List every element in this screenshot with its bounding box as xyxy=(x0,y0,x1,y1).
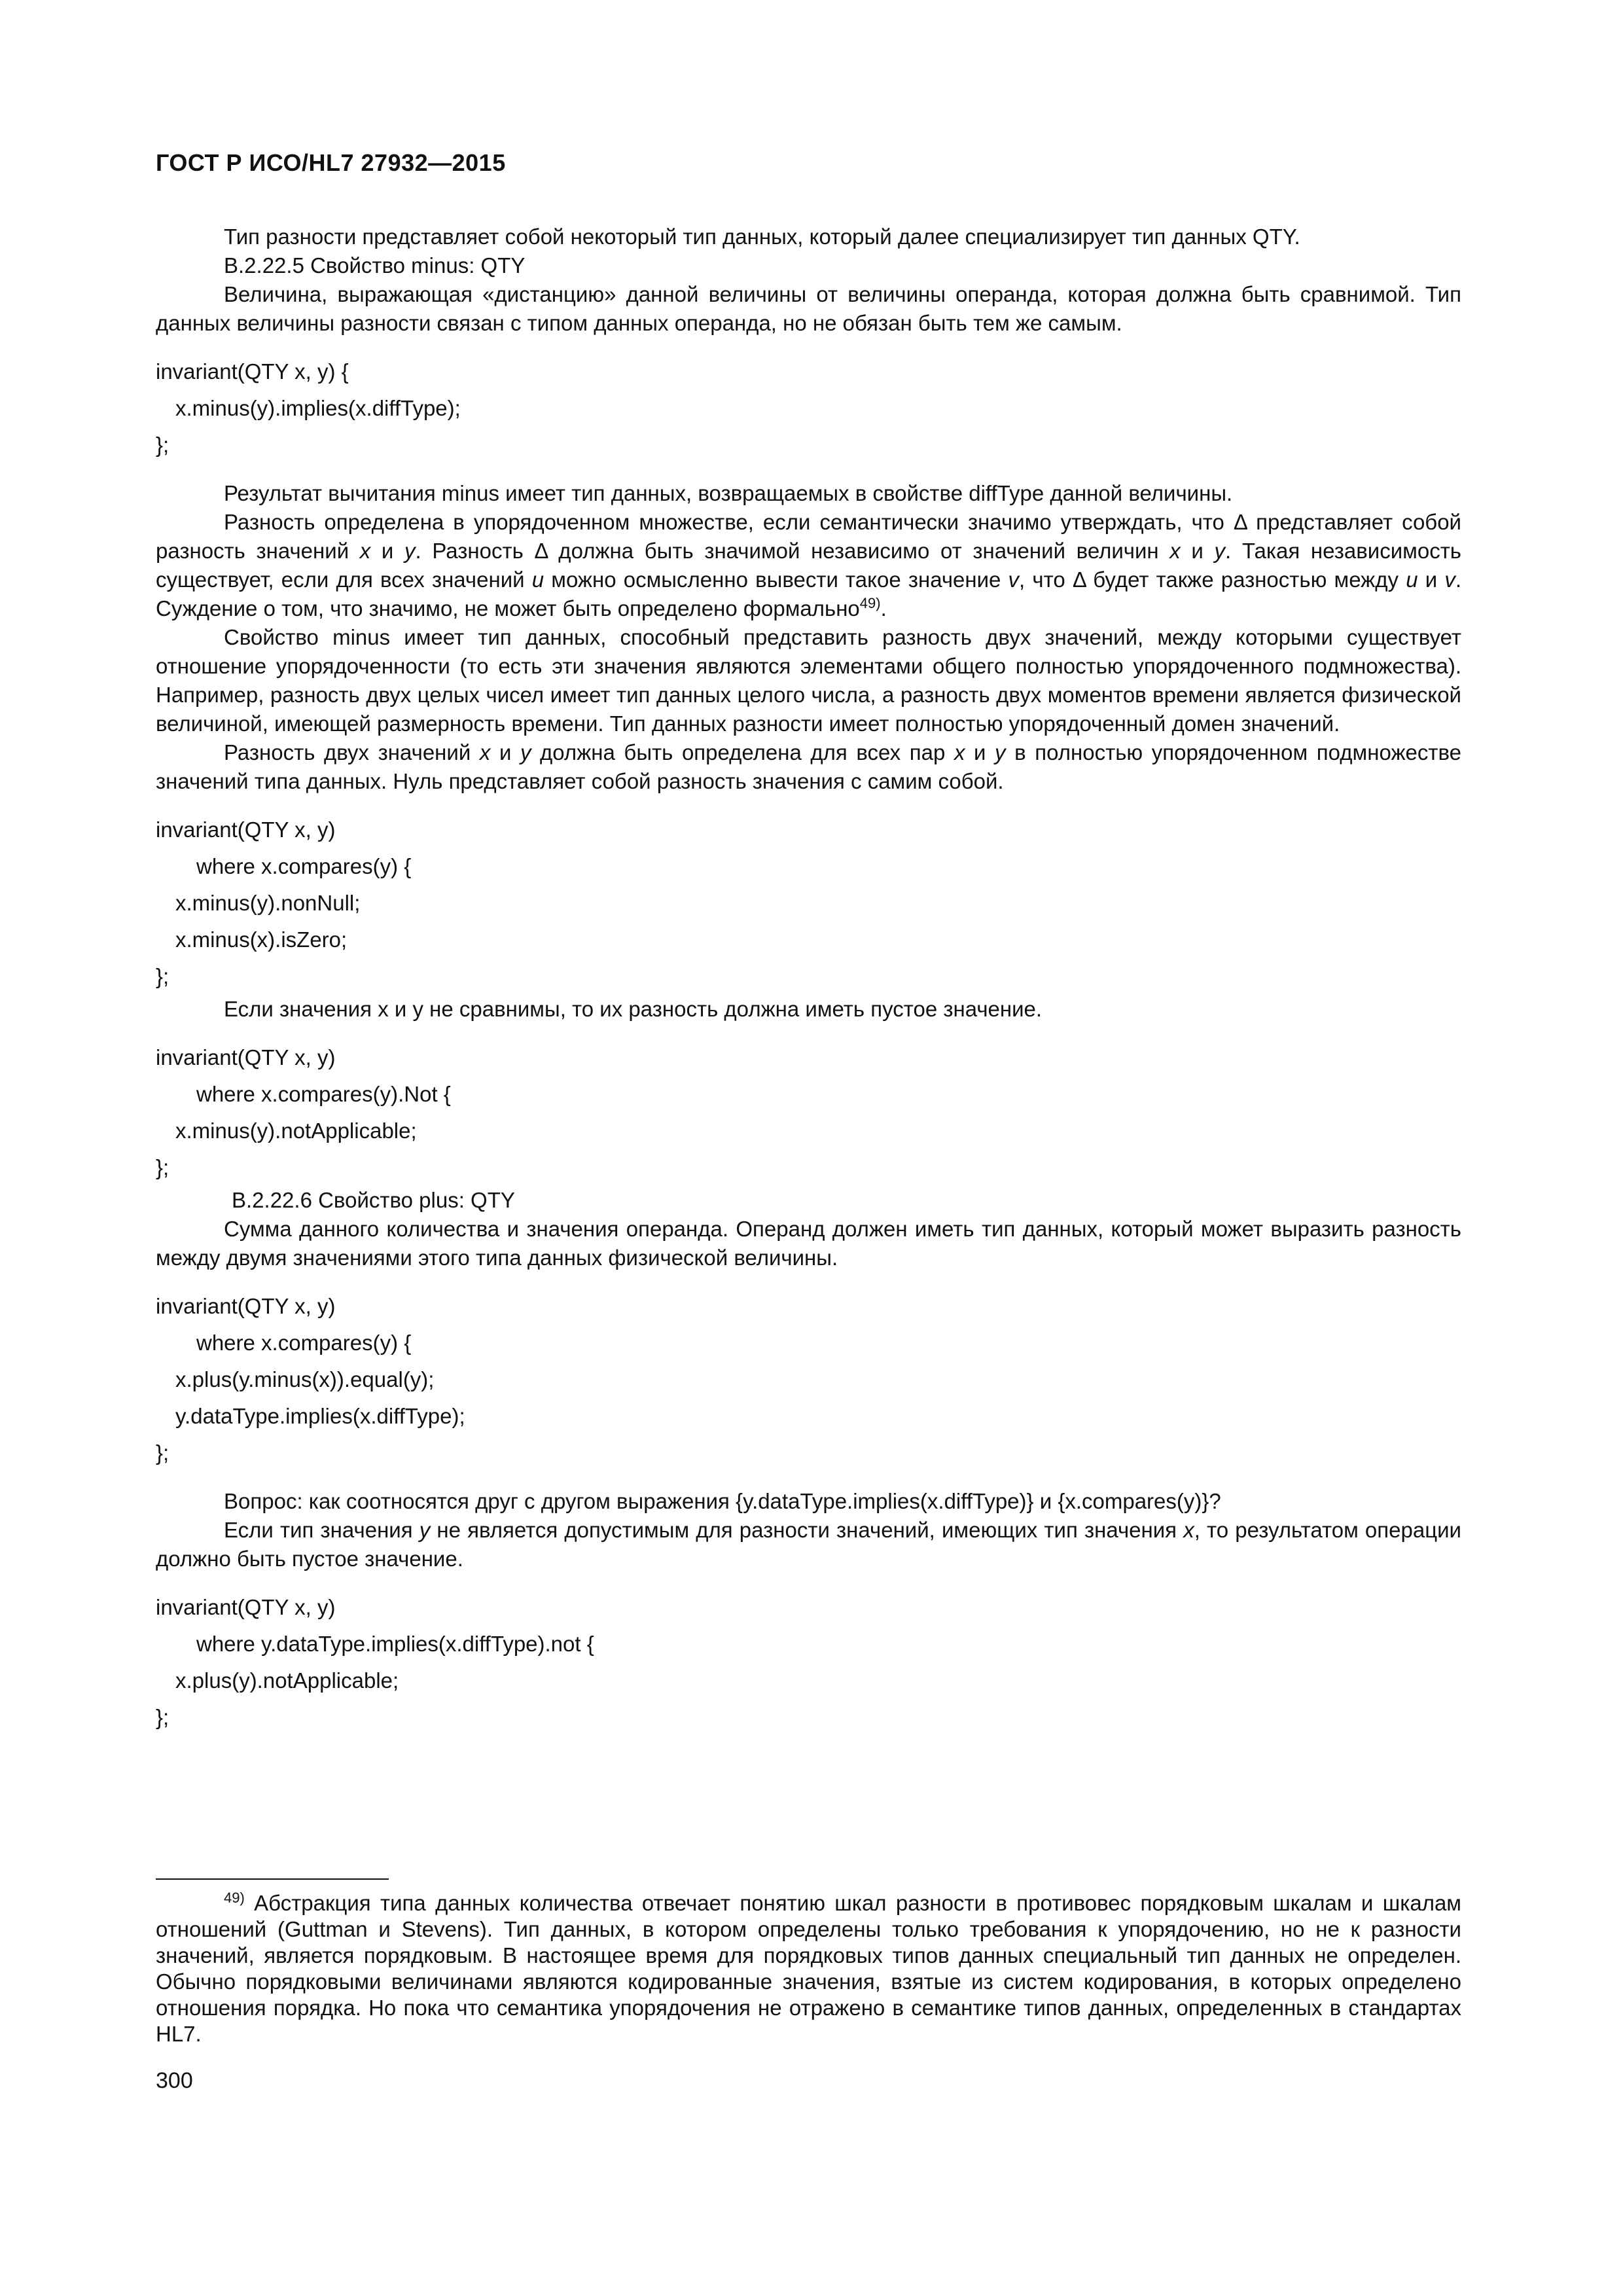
code-block xyxy=(156,1589,1461,1736)
code-line: where y.dataType.implies(x.diffType).not { xyxy=(196,1632,594,1656)
footnote-mark: 49) xyxy=(224,1890,245,1906)
code-line: x.minus(x).isZero; xyxy=(175,927,348,952)
section-heading: B.2.22.5 Свойство minus: QTY xyxy=(224,253,526,278)
code-line: }; xyxy=(156,1441,169,1465)
code-line: y.dataType.implies(x.diffType); xyxy=(175,1404,465,1428)
paragraph: Разность двух значений x и y должна быть определена для всех пар x и y в полностью упорядоченном подмножестве значений типа данных. Нуль представляет собой разность значения с самим собой. xyxy=(156,740,1461,793)
code-line: where x.compares(y) { xyxy=(196,1331,412,1355)
paragraph: Результат вычитания minus имеет тип данных, возвращаемых в свойстве diffType данной величины. xyxy=(224,481,1233,505)
paragraph: Разность определена в упорядоченном множестве, если семантически значимо утверждать, что Δ представляет собой разность значений x и y. Разность Δ должна быть значимой независимо от значений величин x и y. Такая независимость существует, если для всех значений u можно осмысленно вывести такое значение v, что Δ будет также разностью между u и v. Суждение о том, что значимо, не может быть определено формально$^{49)}$. xyxy=(156,510,1461,620)
paragraph: Свойство minus имеет тип данных, способный представить разность двух значений, между которыми существует отношение упорядоченности (то есть эти значения являются элементами общего полностью упорядоченного подмножества). Например, разность двух целых чисел имеет тип данных целого числа, а разность двух моментов времени является физической величиной, имеющей размерность времени. Тип данных разности имеет полностью упорядоченный домен значений. xyxy=(156,625,1461,736)
code-line: x.minus(y).implies(x.diffType); xyxy=(175,396,461,420)
code-line: invariant(QTY x, y) { xyxy=(156,359,349,384)
paragraph: Величина, выражающая «дистанцию» данной величины от величины операнда, которая должна быть сравнимой. Тип данных величины разности связан с типом данных операнда, но не обязан быть тем же самым. xyxy=(156,282,1461,335)
code-block xyxy=(156,812,1461,995)
code-line: x.minus(y).nonNull; xyxy=(175,891,361,915)
code-block xyxy=(156,1039,1461,1186)
footnote-ref: 49) xyxy=(859,595,881,611)
code-line: invariant(QTY x, y) xyxy=(156,1045,336,1069)
page-body xyxy=(156,223,1461,1736)
page-number: 300 xyxy=(156,2068,193,2093)
paragraph: Вопрос: как соотносятся друг с другом выражения {y.dataType.implies(x.diffType)} и {x.compares(y)}? xyxy=(224,1489,1221,1513)
code-line: invariant(QTY x, y) xyxy=(156,1294,336,1318)
paragraph: Тип разности представляет собой некоторый тип данных, который далее специализирует тип данных QTY. xyxy=(224,224,1300,249)
code-line: }; xyxy=(156,1155,169,1179)
code-line: invariant(QTY x, y) xyxy=(156,817,336,842)
code-line: where x.compares(y).Not { xyxy=(196,1082,451,1106)
paragraph: Если тип значения y не является допустимым для разности значений, имеющих тип значения x, то результатом операции должно быть пустое значение. xyxy=(156,1518,1461,1571)
code-line: invariant(QTY x, y) xyxy=(156,1595,336,1619)
section-heading: B.2.22.6 Свойство plus: QTY xyxy=(232,1188,515,1212)
footnote-text: Абстракция типа данных количества отвечает понятию шкал разности в противовес порядковым шкалам и шкалам отношений (Guttman и Stevens). Тип данных, в котором определены только требования к упорядочению, но не к разности значений, является порядковым. В настоящее время для порядковых типов данных специальный тип данных не определен. Обычно порядковыми величинами являются кодированные значения, взятые из систем кодирования, в которых определено отношения порядка. Но пока что семантика упорядочения не отражено в семантике типов данных, определенных в стандартах HL7. xyxy=(156,1891,1461,2046)
code-line: }; xyxy=(156,1705,169,1729)
code-line: x.plus(y).notApplicable; xyxy=(175,1668,399,1693)
code-line: x.plus(y.minus(x)).equal(y); xyxy=(175,1367,435,1391)
code-block xyxy=(156,353,1461,463)
footnote-separator xyxy=(156,1878,389,1880)
code-block xyxy=(156,1288,1461,1471)
standard-header: ГОСТ Р ИСО/HL7 27932—2015 xyxy=(156,149,506,176)
footnote xyxy=(156,1890,1461,2047)
code-line: }; xyxy=(156,964,169,988)
paragraph: Если значения x и y не сравнимы, то их разность должна иметь пустое значение. xyxy=(224,997,1043,1021)
code-line: where x.compares(y) { xyxy=(196,854,412,878)
code-line: x.minus(y).notApplicable; xyxy=(175,1119,417,1143)
paragraph: Сумма данного количества и значения операнда. Операнд должен иметь тип данных, который может выразить разность между двумя значениями этого типа данных физической величины. xyxy=(156,1217,1461,1270)
code-line: }; xyxy=(156,433,169,457)
